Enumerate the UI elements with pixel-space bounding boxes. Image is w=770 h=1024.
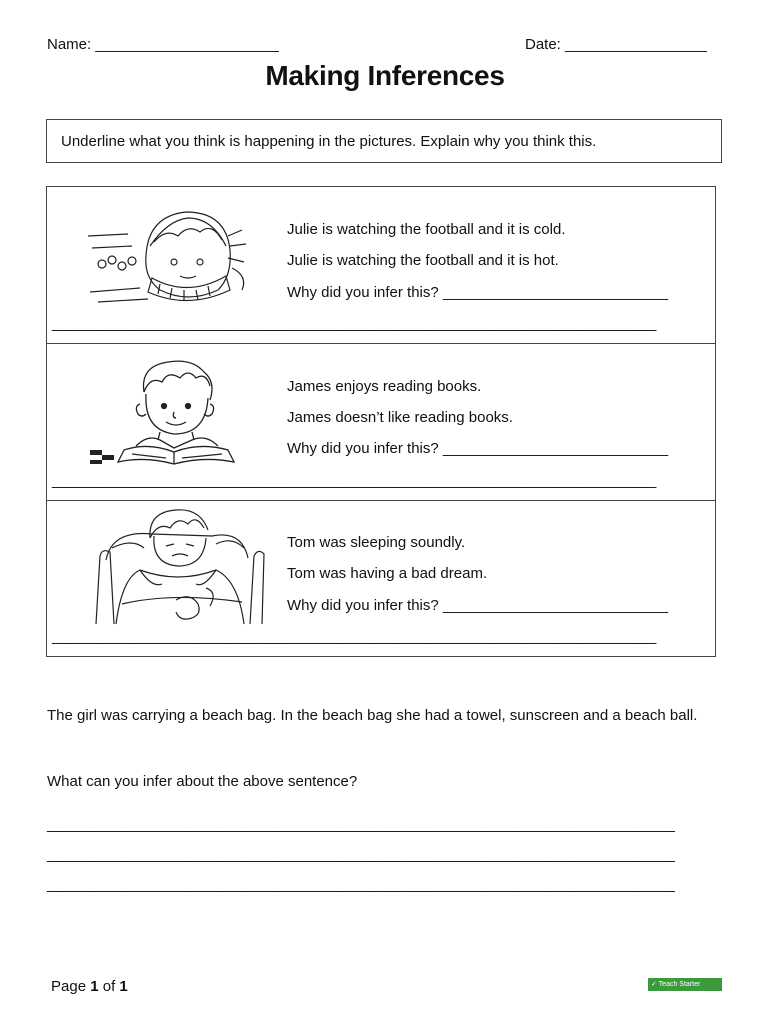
page-number [51, 978, 128, 995]
panel-2-why-prompt: Why did you infer this? ___________________________ [287, 440, 669, 457]
answer-line: ________________________________________________________________________________ [47, 846, 675, 863]
name-field: Name: ______________________ [47, 36, 279, 53]
boy-reading-book-icon [88, 356, 254, 468]
panel-divider [46, 343, 716, 344]
date-field: Date: _________________ [525, 36, 707, 53]
girl-scarf-cold-icon [88, 206, 258, 310]
panel-1-why-prompt: Why did you infer this? ___________________________ [287, 284, 669, 301]
panel-1-answer-line: _____________________________________________________________________________ [52, 315, 656, 332]
boy-in-bed-icon [92, 508, 268, 628]
answer-line: ________________________________________________________________________________ [47, 876, 675, 893]
panel-3-option-2: Tom was having a bad dream. [287, 565, 488, 582]
page-total: 1 [119, 978, 128, 995]
passage-text: The girl was carrying a beach bag. In the beach bag she had a towel, sunscreen and a beach ball. [47, 707, 698, 724]
page-word: Page [51, 978, 87, 995]
instruction-text: Underline what you think is happening in the pictures. Explain why you think this. [61, 133, 597, 150]
panel-3-why-prompt: Why did you infer this? ___________________________ [287, 597, 669, 614]
of-word: of [102, 978, 116, 995]
panel-2-option-2: James doesn’t like reading books. [287, 409, 513, 426]
answer-line: ________________________________________________________________________________ [47, 816, 675, 833]
question-text: What can you infer about the above sentence? [47, 773, 358, 790]
panel-3-answer-line: _____________________________________________________________________________ [52, 628, 656, 645]
page-title: Making Inferences [265, 60, 505, 91]
teach-starter-logo: ✓ Teach Starter [648, 978, 722, 991]
page-current: 1 [90, 978, 99, 995]
panel-1-option-2: Julie is watching the football and it is hot. [287, 252, 559, 269]
panel-1-option-1: Julie is watching the football and it is cold. [287, 221, 566, 238]
panel-divider [46, 500, 716, 501]
panel-2-answer-line: _____________________________________________________________________________ [52, 472, 656, 489]
panel-3-option-1: Tom was sleeping soundly. [287, 534, 466, 551]
panel-2-option-1: James enjoys reading books. [287, 378, 482, 395]
